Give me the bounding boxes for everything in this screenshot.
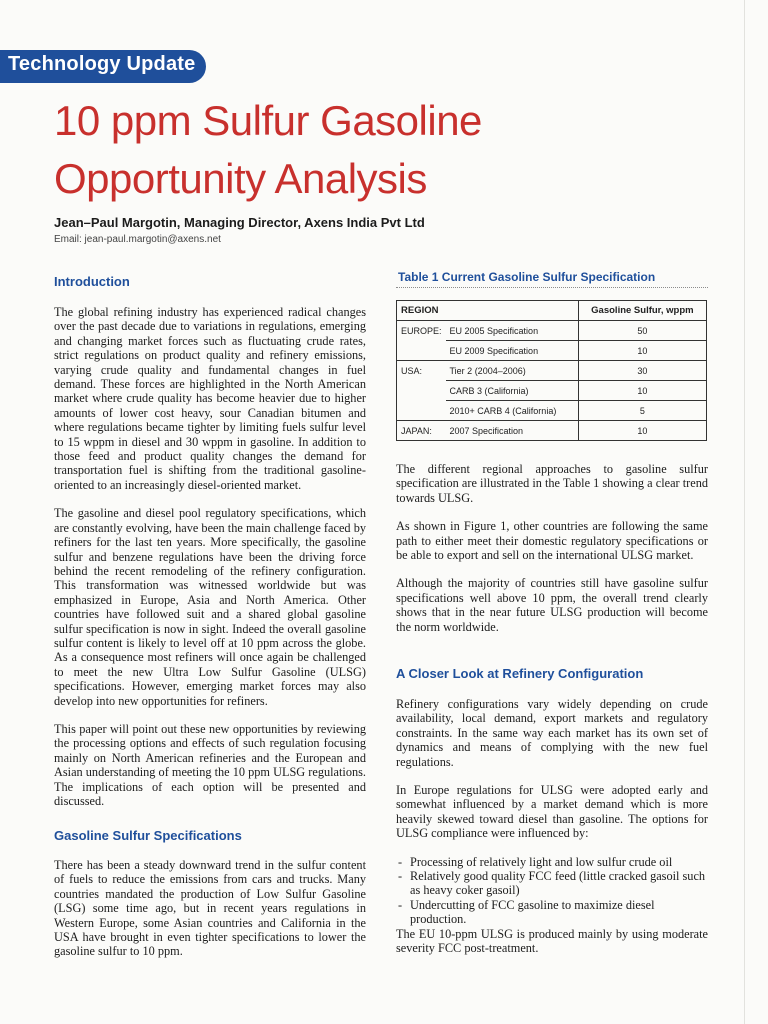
cell-spec: EU 2009 Specification: [446, 341, 579, 361]
sulfur-spec-table: [396, 300, 707, 441]
table-row: [397, 361, 707, 381]
refinery-paragraph: In Europe regulations for ULSG were adopted early and somewhat influenced by a market demand which is more heavily skewed toward diesel than gasoline. The options for ULSG compliance were influenced by:: [396, 783, 708, 841]
cell-spec: CARB 3 (California): [446, 381, 579, 401]
table-row: [397, 421, 707, 441]
intro-paragraph: The global refining industry has experienced radical changes over the past decade due to variations in regulations, emerging and changing market forces such as fluctuating crude rates, strict regulations on product quality and refinery emissions, varying crude quality and fundamental changes in fuel demand. These forces are highlighted in the North American market where crude quality has become heavier due to higher amounts of lower cost heavy, sour Canadian bitumen and where regulations became tighter by limiting fuels sulfur level to 15 wppm in diesel and 30 wppm in gasoline. In addition to those feed and product quality changes the demand for transportation fuel is shifting from the traditional gasoline-oriented to an increasingly diesel-oriented market.: [54, 305, 366, 492]
cell-spec: EU 2005 Specification: [446, 321, 579, 341]
compliance-factor-list: [396, 855, 708, 927]
list-item: - Undercutting of FCC gasoline to maximize diesel production.: [396, 898, 708, 927]
body-paragraph: Although the majority of countries still have gasoline sulfur specifications well above 10 ppm, the overall trend clearly shows that in the near future ULSG production will become the norm worldwide.: [396, 576, 708, 634]
spec-paragraph: There has been a steady downward trend in the sulfur content of fuels to reduce the emissions from cars and trucks. Many countries mandated the production of Low Sulfur Gasoline (LSG) some time ago, but in recent years regulations in Western Europe, some Asian countries and California in the USA have brought in even tighter specifications to lower the gasoline sulfur to 10 ppm.: [54, 858, 366, 959]
body-paragraph: The different regional approaches to gasoline sulfur specification are illustrated in the Table 1 showing a clear trend towards ULSG.: [396, 462, 708, 505]
cell-region: USA:: [397, 361, 446, 381]
cell-region: [397, 401, 446, 421]
spec-body: [54, 858, 366, 973]
intro-paragraph: This paper will point out these new opportunities by reviewing the processing options and effects of such regulation focusing mainly on North American refineries and the European and Asian understanding of meeting the 10 ppm ULSG regulations. The implications of each option will be presented and discussed.: [54, 721, 366, 808]
cell-spec: 2007 Specification: [446, 421, 579, 441]
table-title: Table 1 Current Gasoline Sulfur Specification: [398, 270, 656, 284]
table-header-row: [397, 301, 707, 321]
header-value: Gasoline Sulfur, wppm: [578, 301, 706, 321]
header-region: REGION: [397, 301, 579, 321]
cell-value: 10: [578, 341, 706, 361]
heading-refinery-configuration: A Closer Look at Refinery Configuration: [396, 666, 644, 681]
section-banner: [0, 50, 206, 83]
author-email: Email: jean-paul.margotin@axens.net: [54, 234, 221, 245]
body-paragraph: As shown in Figure 1, other countries are following the same path to either meet their domestic regulatory specifications or be able to export and sell on the international ULSG market.: [396, 519, 708, 563]
cell-region: [397, 341, 446, 361]
page-binding-edge: [744, 0, 745, 1024]
heading-introduction: Introduction: [54, 274, 130, 289]
introduction-body: [54, 305, 366, 822]
refinery-body: [396, 697, 708, 970]
table-discussion-body: [396, 462, 708, 648]
article-title: [54, 92, 482, 208]
cell-value: 50: [578, 321, 706, 341]
list-item: - Relatively good quality FCC feed (little cracked gasoil such as heavy coker gasoil): [396, 869, 708, 898]
table-row: [397, 321, 707, 341]
cell-value: 5: [578, 401, 706, 421]
author-line: Jean–Paul Margotin, Managing Director, Axens India Pvt Ltd: [54, 215, 425, 230]
cell-region: JAPAN:: [397, 421, 446, 441]
refinery-paragraph: Refinery configurations vary widely depending on crude availability, local demand, export markets and regulatory constraints. In the same way each market has its own set of dynamics and means of complying with the new fuel regulations.: [396, 697, 708, 769]
table-row: [397, 381, 707, 401]
cell-value: 10: [578, 421, 706, 441]
title-line-2: Opportunity Analysis: [54, 155, 427, 202]
heading-gasoline-sulfur-specifications: Gasoline Sulfur Specifications: [54, 828, 242, 843]
intro-paragraph: The gasoline and diesel pool regulatory specifications, which are constantly evolving, have been the main challenge faced by refiners for the last ten years. More specifically, the gasoline sulfur and benzene regulations have been the driving force behind the recent remodeling of the refinery configuration. This transformation was witnessed worldwide but was emphasized in Europe, Asia and North America. Other countries have followed suit and a shared global gasoline sulfur specification is now in sight. Indeed the overall gasoline sulfur content is likely to level off at 10 ppm across the globe. As a consequence most refiners will once again be challenged to meet the new Ultra Low Sulfur Gasoline (ULSG) specifications. However, emerging market forces may also develop into new opportunities for refiners.: [54, 506, 366, 708]
table-row: [397, 341, 707, 361]
cell-spec: Tier 2 (2004–2006): [446, 361, 579, 381]
closing-paragraph: The EU 10-ppm ULSG is produced mainly by using moderate severity FCC post-treatment.: [396, 926, 708, 956]
cell-value: 10: [578, 381, 706, 401]
table-title-divider: [396, 287, 708, 288]
cell-value: 30: [578, 361, 706, 381]
cell-region: EUROPE:: [397, 321, 446, 341]
cell-region: [397, 381, 446, 401]
section-label: Technology Update: [8, 53, 196, 75]
cell-spec: 2010+ CARB 4 (California): [446, 401, 579, 421]
list-item: - Processing of relatively light and low sulfur crude oil: [396, 855, 708, 869]
title-line-1: 10 ppm Sulfur Gasoline: [54, 97, 482, 144]
table-row: [397, 401, 707, 421]
